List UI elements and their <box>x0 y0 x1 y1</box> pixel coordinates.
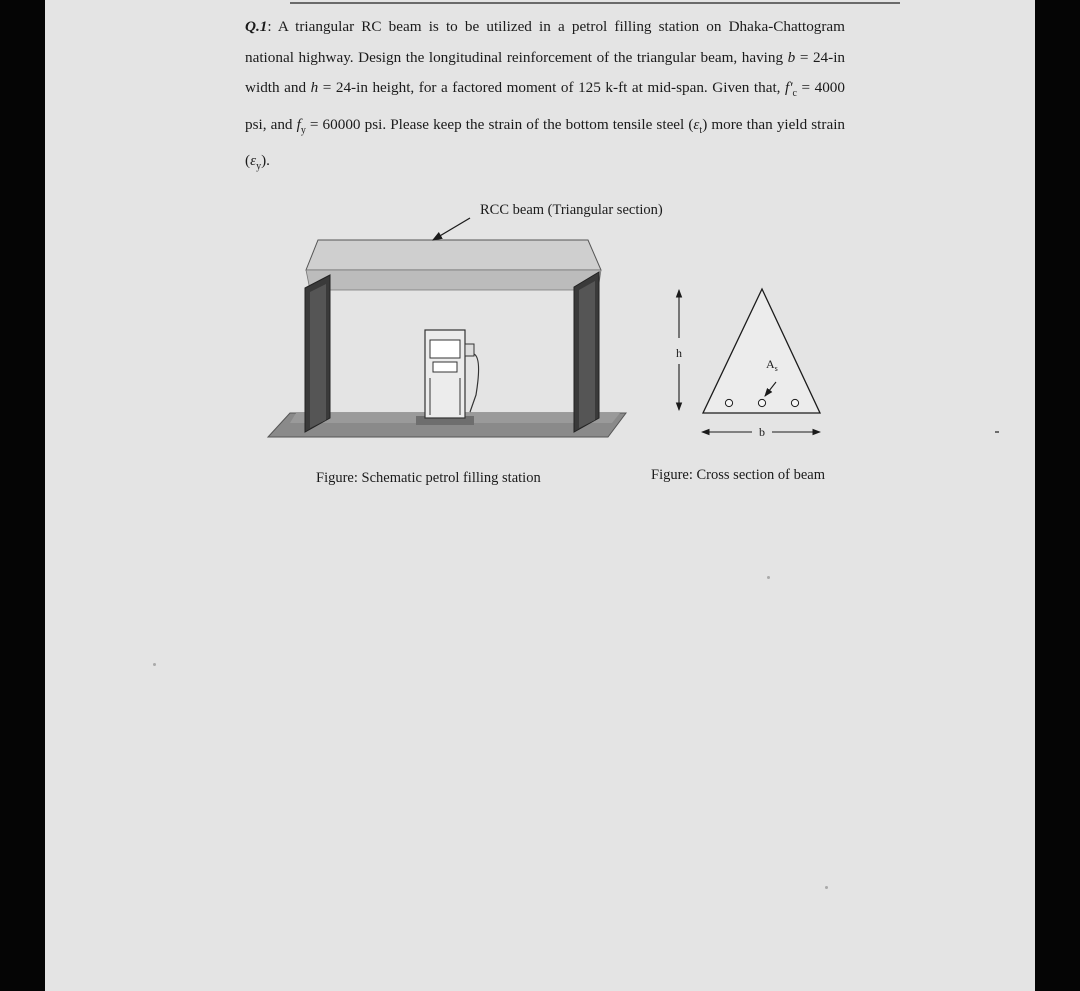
rcc-beam-callout: RCC beam (Triangular section) <box>480 202 663 218</box>
symbol-fc: f' <box>785 79 793 96</box>
symbol-fc-sub: c <box>792 88 797 100</box>
question-end: ). <box>261 152 270 170</box>
caption-petrol-station: Figure: Schematic petrol filling station <box>316 470 541 486</box>
cross-section-figure <box>676 289 820 439</box>
symbol-et: ε <box>693 115 700 133</box>
symbol-fy-sub: y <box>300 124 306 136</box>
symbol-fy: f <box>296 115 301 133</box>
caption-cross-section: Figure: Cross section of beam <box>651 467 825 483</box>
strain-text: ) more than yield strain ( <box>245 115 846 170</box>
triangular-section <box>703 289 820 413</box>
callout-arrow <box>433 218 470 240</box>
b-value: = 24-in width and <box>245 48 846 96</box>
rebar-middle <box>758 399 765 406</box>
nozzle-holder <box>465 344 474 356</box>
question-text-part-1: : A triangular RC beam is to be utilized in a petrol filling station on Dhaka-Chattogram national highway. Design the longitudinal reinforcement of the triangular beam, having <box>245 18 845 66</box>
petrol-station-schematic <box>268 218 626 437</box>
label-h: h <box>676 346 682 360</box>
question-number: Q.1 <box>245 18 268 35</box>
rcc-beam-front <box>306 270 601 290</box>
fuel-dispenser <box>416 330 479 425</box>
fy-value: = 60000 psi. Please keep the strain of the bottom tensile steel ( <box>305 115 694 133</box>
label-b: b <box>759 425 765 439</box>
label-as: $A_s$ <box>766 357 778 373</box>
rebar-right <box>791 399 798 406</box>
right-column-face <box>579 281 595 428</box>
h-value: = 24-in height, for a factored moment of 125 k-ft at mid-span. Given that, <box>318 79 786 96</box>
symbol-et-sub: t <box>699 124 703 136</box>
symbol-b: b <box>787 48 796 66</box>
left-column-face <box>310 284 326 428</box>
rebar-left <box>725 399 732 406</box>
fc-value: = 4000 psi, and <box>245 79 845 133</box>
symbol-ey-sub: y <box>256 161 262 173</box>
rcc-beam <box>306 240 601 270</box>
symbol-h: h <box>310 79 319 96</box>
symbol-ey: ε <box>250 152 257 170</box>
hose <box>470 354 479 412</box>
